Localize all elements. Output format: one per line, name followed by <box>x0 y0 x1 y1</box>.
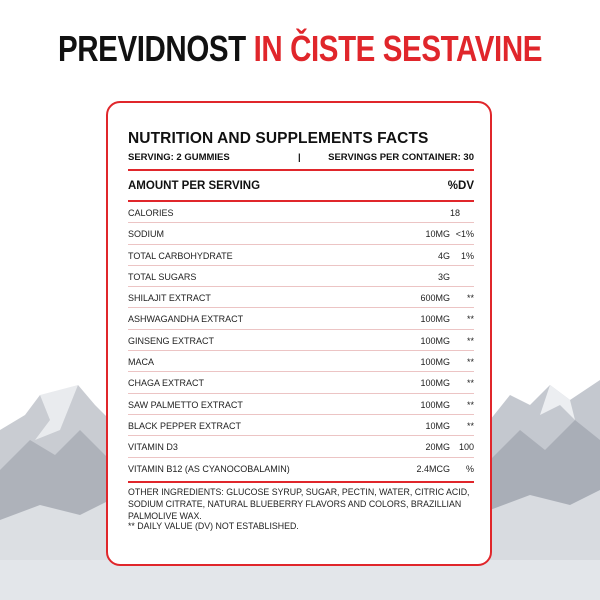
nutrient-amount: 100MG <box>420 314 450 325</box>
nutrient-row <box>128 415 474 436</box>
nutrient-name: GINSENG EXTRACT <box>128 335 215 346</box>
nutrient-amount: 2.4MCG <box>416 463 450 474</box>
nutrient-row <box>128 223 474 244</box>
nutrient-dv: ** <box>466 357 474 368</box>
nutrient-row <box>128 330 474 351</box>
nutrient-dv: ** <box>466 378 474 389</box>
headline-part-1: PREVIDNOST <box>57 28 246 69</box>
nutrient-row <box>128 266 474 287</box>
amount-header-row <box>128 180 474 192</box>
nutrient-amount: 10MG <box>425 420 450 431</box>
nutrient-name: SODIUM <box>128 229 164 240</box>
nutrient-table <box>128 202 474 479</box>
nutrient-name: ASHWAGANDHA EXTRACT <box>128 314 244 325</box>
nutrient-row <box>128 351 474 372</box>
nutrient-dv: <1% <box>455 229 474 240</box>
nutrient-amount: 10MG <box>425 229 450 240</box>
divider-bottom <box>128 481 474 483</box>
amount-header: AMOUNT PER SERVING <box>128 180 261 192</box>
serving-size: SERVING: 2 GUMMIES <box>128 152 230 163</box>
nutrient-name: TOTAL SUGARS <box>128 271 197 282</box>
nutrient-name: VITAMIN D3 <box>128 442 178 453</box>
nutrient-name: MACA <box>128 357 155 368</box>
nutrient-dv: ** <box>466 420 474 431</box>
nutrient-amount: 4G <box>437 250 450 261</box>
nutrient-name: CALORIES <box>128 208 174 218</box>
nutrient-amount: 3G <box>437 271 450 282</box>
nutrient-amount: 20MG <box>425 442 450 453</box>
serving-separator: | <box>298 152 301 163</box>
nutrient-row <box>128 287 474 308</box>
nutrient-name: VITAMIN B12 (AS CYANOCOBALAMIN) <box>128 463 290 474</box>
dv-footnote: ** DAILY VALUE (DV) NOT ESTABLISHED. <box>128 521 299 531</box>
nutrient-dv: 100 <box>458 442 474 453</box>
nutrient-dv: ** <box>466 399 474 410</box>
panel-title: NUTRITION AND SUPPLEMENTS FACTS <box>128 130 429 147</box>
nutrient-amount: 100MG <box>420 357 450 368</box>
nutrient-name: BLACK PEPPER EXTRACT <box>128 420 242 431</box>
nutrient-dv: 1% <box>460 250 474 261</box>
servings-per-container: SERVINGS PER CONTAINER: 30 <box>328 152 474 163</box>
ingredients-text: OTHER INGREDIENTS: GLUCOSE SYRUP, SUGAR, PECTIN, WATER, CITRIC ACID, SODIUM CITRATE, NATURAL BLUEBERRY FLAVORS AND COLORS, BRAZILLIAN PALMOLIVE WAX. <box>128 487 470 521</box>
nutrient-row <box>128 436 474 457</box>
nutrient-row <box>128 245 474 266</box>
nutrient-amount: 100MG <box>420 378 450 389</box>
supplement-facts-panel <box>106 101 492 566</box>
serving-info <box>128 152 474 166</box>
headline <box>54 28 546 70</box>
nutrient-name: CHAGA EXTRACT <box>128 378 205 389</box>
nutrient-name: SHILAJIT EXTRACT <box>128 293 211 304</box>
nutrient-dv: ** <box>466 335 474 346</box>
nutrient-name: SAW PALMETTO EXTRACT <box>128 399 243 410</box>
nutrient-row <box>128 202 474 223</box>
nutrient-amount: 18 <box>449 208 460 218</box>
nutrient-row <box>128 458 474 479</box>
nutrient-amount: 600MG <box>420 293 450 304</box>
nutrient-amount: 100MG <box>420 335 450 346</box>
nutrient-name: TOTAL CARBOHYDRATE <box>128 250 233 261</box>
nutrient-dv: % <box>465 463 474 474</box>
divider-top <box>128 169 474 171</box>
nutrient-amount: 100MG <box>420 399 450 410</box>
nutrient-row <box>128 372 474 393</box>
nutrient-dv: ** <box>466 314 474 325</box>
dv-header: %DV <box>447 180 474 192</box>
nutrient-row <box>128 394 474 415</box>
nutrient-dv: ** <box>466 293 474 304</box>
nutrient-row <box>128 308 474 329</box>
headline-part-2: IN ČISTE SESTAVINE <box>253 28 543 69</box>
